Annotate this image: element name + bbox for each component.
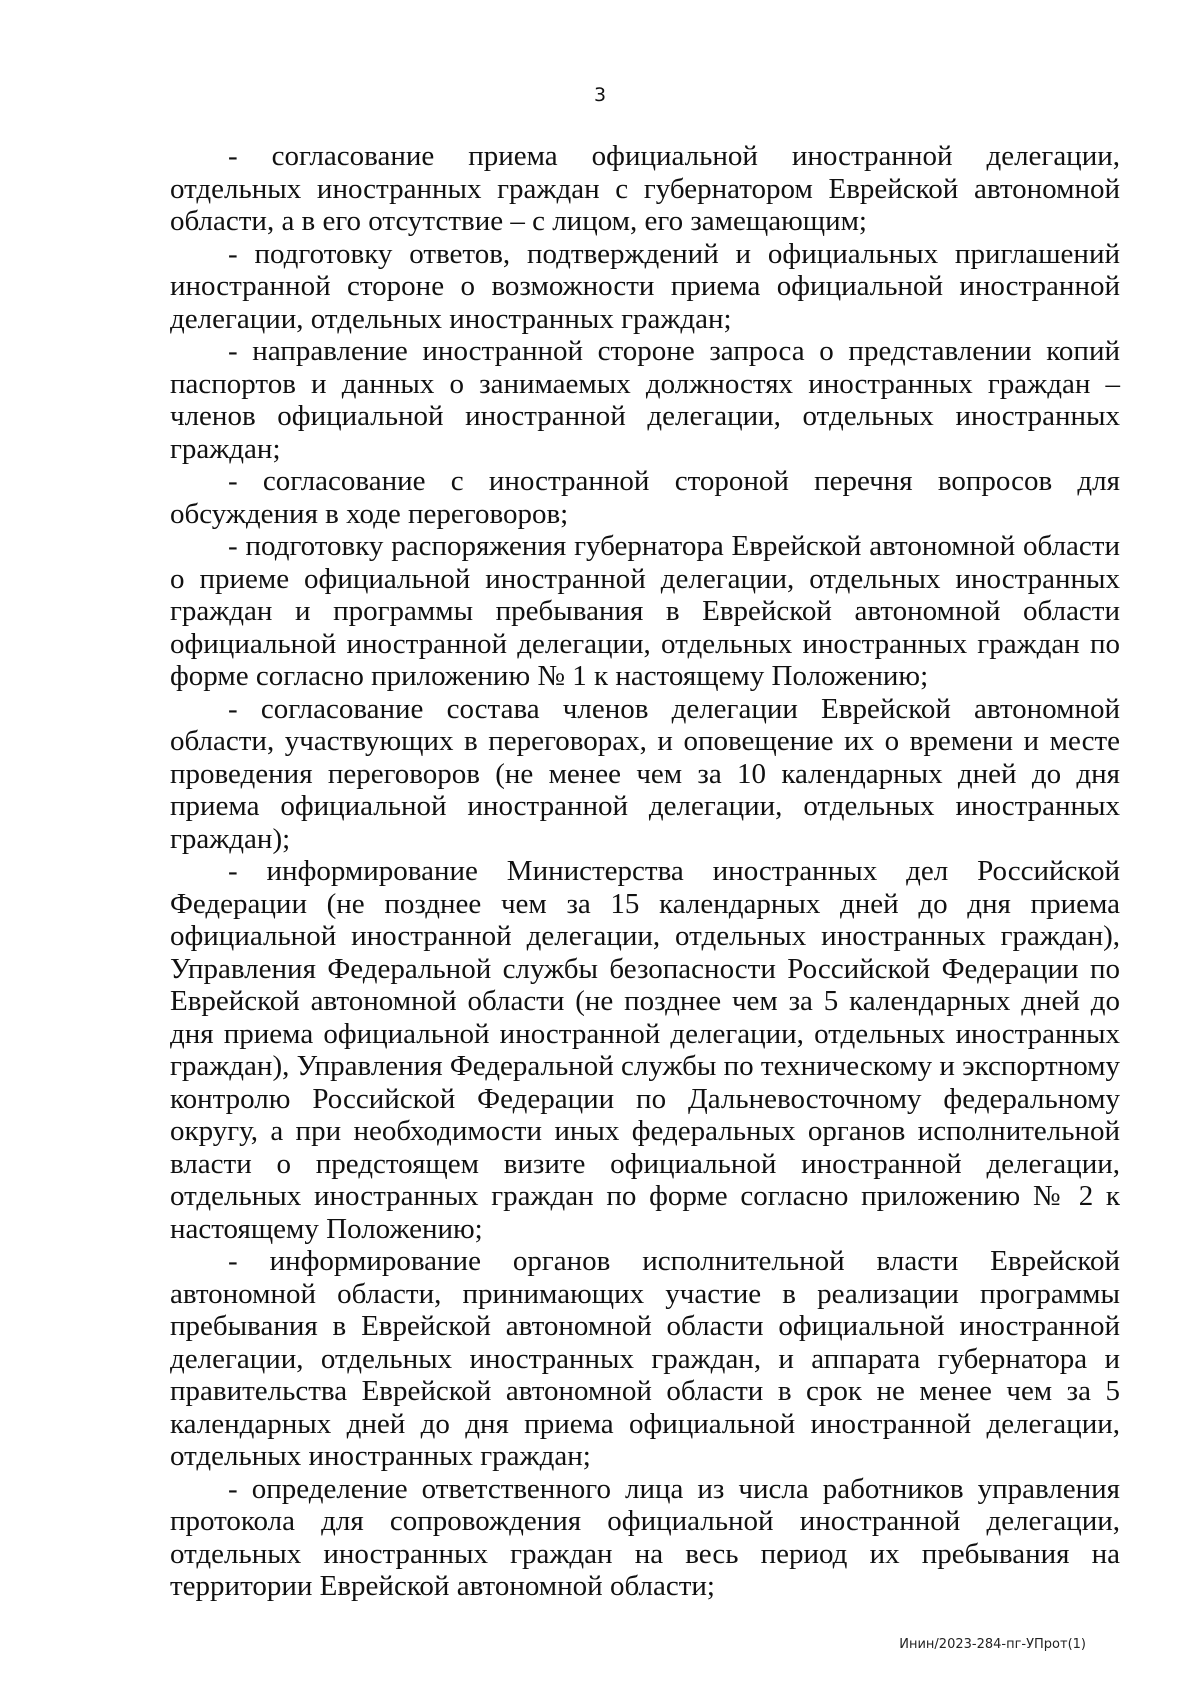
paragraph-agenda-agreement: - согласование с иностранной стороной перечня вопросов для обсуждения в ходе переговоров; bbox=[170, 465, 1120, 530]
document-code: Инин/2023-284-пг-УПрот(1) bbox=[899, 1637, 1086, 1652]
paragraph-governor-order: - подготовку распоряжения губернатора Еврейской автономной области о приеме официальной иностранной делегации, отдельных иностранных граждан и программы пребывания в Еврейской автономной области официальной иностранной делегации, отдельных иностранных граждан по форме согласно приложению № 1 к настоящему Положению; bbox=[170, 530, 1120, 692]
paragraph-passport-request: - направление иностранной стороне запроса о представлении копий паспортов и данных о занимаемых должностях иностранных граждан – членов официальной иностранной делегации, отдельных иностранных граждан; bbox=[170, 335, 1120, 465]
paragraph-replies-invitations: - подготовку ответов, подтверждений и официальных приглашений иностранной стороне о возможности приема официальной иностранной делегации, отдельных иностранных граждан; bbox=[170, 237, 1120, 335]
paragraph-delegation-members: - согласование состава членов делегации Еврейской автономной области, участвующих в переговорах, и оповещение их о времени и месте проведения переговоров (не менее чем за 10 календарных дней до дня приема официальной иностранной делегации, отдельных иностранных граждан); bbox=[170, 692, 1120, 855]
paragraph-responsible-person: - определение ответственного лица из числа работников управления протокола для сопровождения официальной иностранной делегации, отдельных иностранных граждан на весь период их пребывания на территории Еврейской автономной области; bbox=[170, 1472, 1120, 1602]
paragraph-inform-executive-bodies: - информирование органов исполнительной власти Еврейской автономной области, принимающих участие в реализации программы пребывания в Еврейской автономной области официальной иностранной делегации, отдельных иностранных граждан, и аппарата губернатора и правительства Еврейской автономной области в срок не менее чем за 5 календарных дней до дня приема официальной иностранной делегации, отдельных иностранных граждан; bbox=[170, 1245, 1120, 1472]
page-number: 3 bbox=[593, 84, 607, 106]
paragraph-inform-ministries: - информирование Министерства иностранных дел Российской Федерации (не позднее чем за 15 календарных дней до дня приема официальной иностранной делегации, отдельных иностранных граждан), Управления Федеральной службы безопасности Российской Федерации по Еврейской автономной области (не позднее чем за 5 календарных дней до дня приема официальной иностранной делегации, отдельных иностранных граждан), Управления Федеральной службы по техническому и экспортному контролю Российской Федерации по Дальневосточному федеральному округу, а при необходимости иных федеральных органов исполнительной власти о предстоящем визите официальной иностранной делегации, отдельных иностранных граждан по форме согласно приложению № 2 к настоящему Положению; bbox=[170, 855, 1120, 1245]
body-text bbox=[170, 140, 1120, 1603]
paragraph-agreement-governor: - согласование приема официальной иностранной делегации, отдельных иностранных граждан с губернатором Еврейской автономной области, а в его отсутствие – с лицом, его замещающим; bbox=[170, 140, 1120, 237]
